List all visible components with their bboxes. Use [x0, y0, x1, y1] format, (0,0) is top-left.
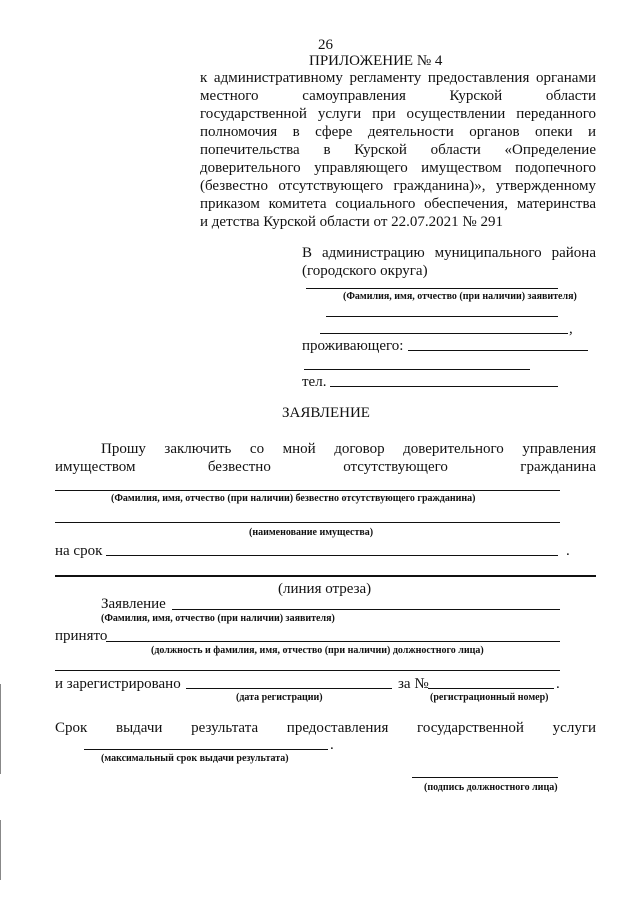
appendix-line: приказом комитета социального обеспечения, материнства [200, 196, 596, 212]
number-label: за № [398, 676, 429, 692]
official-field[interactable] [106, 641, 560, 642]
applicant-name-caption: (Фамилия, имя, отчество (при наличии) заявителя) [343, 291, 577, 302]
deadline-period: . [330, 737, 334, 753]
residing-label: проживающего: [302, 338, 404, 354]
statement-title: ЗАЯВЛЕНИЕ [282, 405, 370, 421]
term-period: . [566, 543, 570, 559]
receipt-statement-label: Заявление [101, 596, 166, 612]
term-label: на срок [55, 543, 103, 559]
deadline-caption: (максимальный срок выдачи результата) [101, 753, 289, 764]
appendix-title: ПРИЛОЖЕНИЕ № 4 [309, 53, 443, 69]
deadline-line: Срок выдачи результата предоставления государственной услуги [55, 720, 596, 736]
registration-number-field[interactable] [428, 688, 554, 689]
appendix-reference [200, 69, 596, 231]
registration-period: . [556, 676, 560, 692]
registration-date-caption: (дата регистрации) [236, 692, 323, 703]
signature-caption: (подпись должностного лица) [424, 782, 558, 793]
appendix-line: государственной услуги при осуществлении переданного [200, 106, 596, 122]
addressee-line: В администрацию муниципального района [302, 245, 596, 261]
appendix-line: и детства Курской области от 22.07.2021 № 291 [200, 214, 503, 230]
applicant-name-field-3[interactable] [320, 333, 568, 334]
appendix-line: местного самоуправления Курской области [200, 88, 596, 104]
receipt-applicant-field[interactable] [172, 609, 560, 610]
appendix-line: попечительства в Курской области «Определение [200, 142, 596, 158]
residing-address-field-2[interactable] [304, 369, 530, 370]
appendix-line: к административному регламенту предоставления органами [200, 70, 596, 86]
cut-line-label: (линия отреза) [278, 581, 372, 597]
applicant-name-field-2[interactable] [326, 316, 558, 317]
accepted-label: принято [55, 628, 108, 644]
appendix-line: (безвестно отсутствующего гражданина)», утвержденному [200, 178, 596, 194]
registration-number-caption: (регистрационный номер) [430, 692, 549, 703]
missing-person-caption: (Фамилия, имя, отчество (при наличии) безвестно отсутствующего гражданина) [111, 493, 476, 504]
cut-line [55, 575, 596, 577]
statement-line-2: имуществом безвестно отсутствующего гражданина [55, 459, 596, 475]
signature-field[interactable] [412, 777, 558, 778]
property-field[interactable] [55, 522, 560, 523]
addressee-line: (городского округа) [302, 263, 428, 279]
deadline-field[interactable] [84, 749, 328, 750]
missing-person-field[interactable] [55, 490, 560, 491]
statement-line-1: Прошу заключить со мной договор доверительного управления [101, 441, 596, 457]
registration-date-field[interactable] [186, 688, 392, 689]
appendix-line: доверительного управляющего имуществом подопечного [200, 160, 596, 176]
scan-edge-mark [0, 684, 1, 774]
page-number: 26 [318, 37, 333, 53]
appendix-line: полномочия в сфере деятельности органов опеки и [200, 124, 596, 140]
scan-edge-mark [0, 820, 1, 880]
comma: , [569, 321, 573, 337]
applicant-name-field[interactable] [306, 288, 558, 289]
phone-label: тел. [302, 374, 327, 390]
term-field[interactable] [106, 555, 558, 556]
registered-label: и зарегистрировано [55, 676, 181, 692]
official-field-2[interactable] [55, 670, 560, 671]
receipt-applicant-caption: (Фамилия, имя, отчество (при наличии) заявителя) [101, 613, 335, 624]
official-caption: (должность и фамилия, имя, отчество (при наличии) должностного лица) [151, 645, 484, 656]
phone-field[interactable] [330, 386, 558, 387]
property-caption: (наименование имущества) [249, 527, 374, 538]
addressee-block [302, 244, 596, 280]
residing-address-field[interactable] [408, 350, 588, 351]
